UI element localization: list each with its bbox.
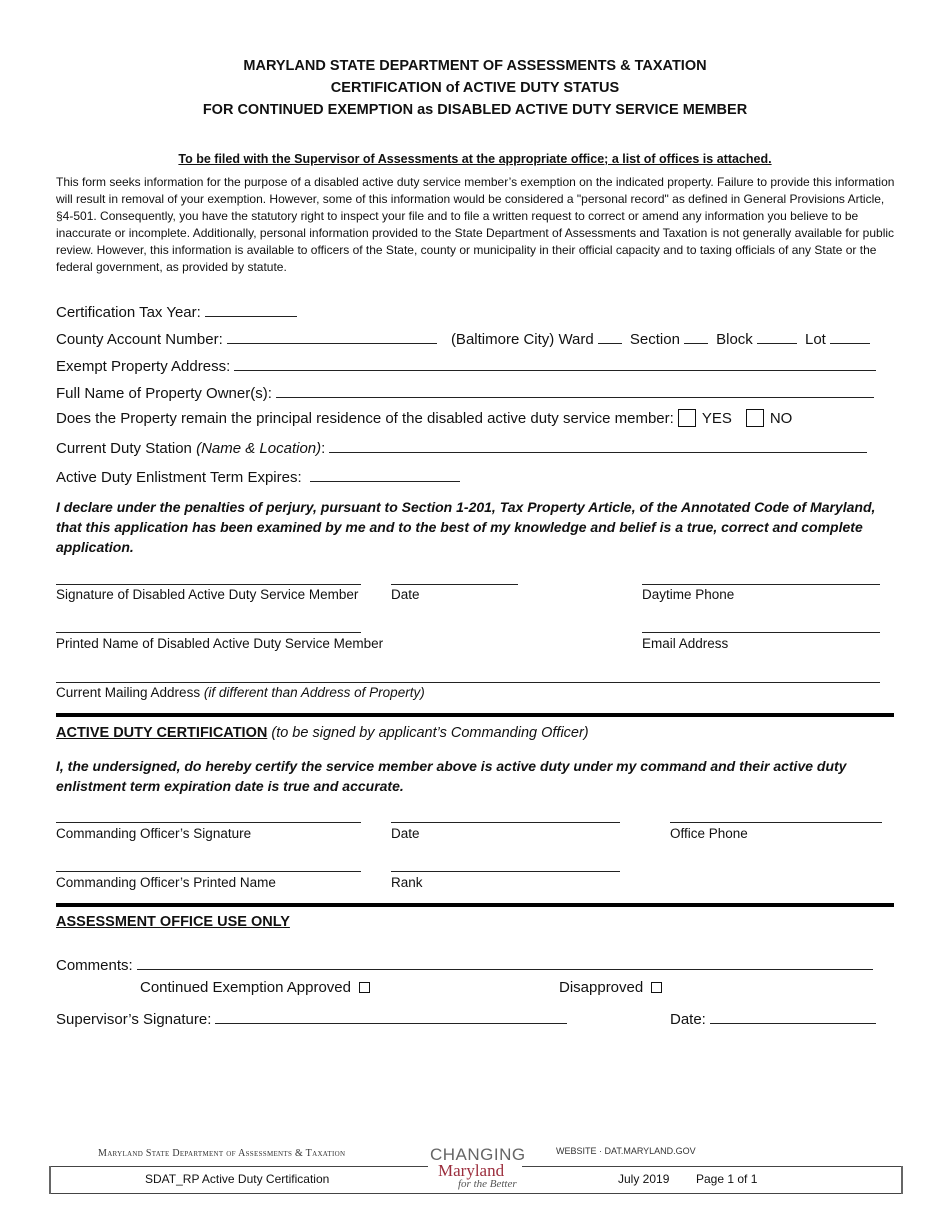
office-use-title: ASSESSMENT OFFICE USE ONLY bbox=[56, 914, 290, 930]
daytime-phone-line[interactable] bbox=[642, 584, 880, 585]
certification-title: ACTIVE DUTY CERTIFICATION bbox=[56, 725, 268, 741]
co-printed-line[interactable] bbox=[56, 871, 361, 872]
account-row bbox=[56, 328, 874, 348]
printed-name-line[interactable] bbox=[56, 632, 361, 633]
lot-label: Lot bbox=[804, 331, 826, 348]
yes-label: YES bbox=[701, 410, 732, 427]
co-signature-line[interactable] bbox=[56, 822, 361, 823]
mailing-address-line[interactable] bbox=[56, 682, 880, 683]
tax-year-label: Certification Tax Year: bbox=[56, 304, 201, 321]
lot-field[interactable] bbox=[830, 328, 870, 344]
email-line[interactable] bbox=[642, 632, 880, 633]
co-date-line[interactable] bbox=[391, 822, 620, 823]
footer-date: July 2019 bbox=[618, 1172, 670, 1186]
office-divider bbox=[56, 903, 894, 907]
form-subtitle: FOR CONTINUED EXEMPTION as DISABLED ACTIVE DUTY SERVICE MEMBER bbox=[202, 102, 748, 118]
footer-right-edge bbox=[901, 1166, 903, 1194]
yes-checkbox[interactable] bbox=[678, 409, 696, 427]
footer-website: WEBSITE · DAT.MARYLAND.GOV bbox=[556, 1146, 696, 1156]
no-checkbox[interactable] bbox=[746, 409, 764, 427]
approved-checkbox[interactable] bbox=[359, 982, 370, 993]
filing-note: To be filed with the Supervisor of Assessments at the appropriate office; a list of offices is attached. bbox=[178, 152, 772, 166]
footer-agency: Maryland State Department of Assessments & Taxation bbox=[98, 1148, 346, 1159]
exempt-address-row bbox=[56, 355, 880, 375]
member-signature-line[interactable] bbox=[56, 584, 361, 585]
section-field[interactable] bbox=[684, 328, 708, 344]
supervisor-field[interactable] bbox=[215, 1008, 567, 1024]
comments-row bbox=[56, 954, 877, 974]
form-title: CERTIFICATION of ACTIVE DUTY STATUS bbox=[330, 80, 620, 96]
perjury-declaration: I declare under the penalties of perjury, pursuant to Section 1-201, Tax Property Article, of the Annotated Code of Maryland, that this application has been examined by me and to the best of my knowledge and belief is a true, correct and complete application. bbox=[56, 499, 876, 555]
exempt-address-label: Exempt Property Address: bbox=[56, 358, 231, 375]
office-phone-label: Office Phone bbox=[670, 826, 748, 841]
comments-field[interactable] bbox=[137, 954, 873, 970]
office-use-heading bbox=[56, 914, 290, 930]
block-label: Block bbox=[716, 331, 753, 348]
rank-label: Rank bbox=[391, 875, 423, 890]
exempt-address-field[interactable] bbox=[234, 355, 876, 371]
tax-year-row bbox=[56, 301, 301, 321]
office-phone-line[interactable] bbox=[670, 822, 882, 823]
member-date-line[interactable] bbox=[391, 584, 518, 585]
logo-tagline: for the Better bbox=[458, 1178, 517, 1190]
co-date-label: Date bbox=[391, 826, 420, 841]
supervisor-date-label: Date: bbox=[670, 1011, 706, 1028]
changing-maryland-logo: CHANGING bbox=[430, 1145, 526, 1164]
duty-station-field[interactable] bbox=[329, 437, 867, 453]
disapproved-checkbox[interactable] bbox=[651, 982, 662, 993]
mailing-address-label bbox=[56, 685, 425, 700]
co-signature-label: Commanding Officer’s Signature bbox=[56, 826, 252, 841]
logo-maryland: Maryland bbox=[438, 1161, 505, 1180]
tax-year-field[interactable] bbox=[205, 301, 297, 317]
footer-page: Page 1 of 1 bbox=[696, 1172, 758, 1186]
county-account-field[interactable] bbox=[227, 328, 437, 344]
footer-form-name: SDAT_RP Active Duty Certification bbox=[145, 1172, 330, 1186]
certification-note: (to be signed by applicant’s Commanding Officer) bbox=[271, 725, 589, 741]
email-label: Email Address bbox=[642, 636, 729, 651]
approved-label: Continued Exemption Approved bbox=[140, 979, 351, 996]
footer-top-rule-right bbox=[522, 1166, 902, 1167]
enlistment-row bbox=[56, 466, 464, 486]
duty-station-row bbox=[56, 437, 871, 457]
member-date-label: Date bbox=[391, 587, 420, 602]
block-field[interactable] bbox=[757, 328, 797, 344]
county-account-label: County Account Number: bbox=[56, 331, 223, 348]
disapproved-label: Disapproved bbox=[559, 979, 644, 996]
ward-label: (Baltimore City) Ward bbox=[450, 331, 594, 348]
no-label: NO bbox=[769, 410, 793, 427]
privacy-notice: This form seeks information for the purpose of a disabled active duty service member’s exemption on the indicated property. Failure to provide this information will result in removal of your exemption. However, some of this information would be considered a "personal record" as defined in General Provisions Article, §4-501. Consequently, you have the statutory right to inspect your file and to file a written request to correct or amend any information you believe to be inaccurate or incomplete. Additionally, personal information provided to the State Department of Assessments and Taxation is not generally available for public review. However, this information is available to officers of the State, county or municipality in their official capacity and to taxing officials of any State or the federal government, as provided by statute. bbox=[56, 175, 895, 274]
printed-name-label: Printed Name of Disabled Active Duty Service Member bbox=[56, 636, 384, 651]
duty-station-colon: : bbox=[321, 440, 326, 457]
daytime-phone-label: Daytime Phone bbox=[642, 587, 735, 602]
agency-title: MARYLAND STATE DEPARTMENT OF ASSESSMENTS & TAXATION bbox=[243, 58, 707, 74]
section-divider bbox=[56, 713, 894, 717]
member-signature-label: Signature of Disabled Active Duty Service Member bbox=[56, 587, 359, 602]
section-label: Section bbox=[629, 331, 680, 348]
certification-statement: I, the undersigned, do hereby certify the service member above is active duty under my command and their active duty enlistment term expiration date is true and accurate. bbox=[56, 758, 847, 794]
residence-question: Does the Property remain the principal residence of the disabled active duty service member: bbox=[56, 410, 674, 427]
supervisor-date-row bbox=[670, 1008, 880, 1028]
residence-row bbox=[56, 409, 792, 427]
owner-name-row bbox=[56, 382, 878, 402]
owner-name-label: Full Name of Property Owner(s): bbox=[56, 385, 272, 402]
certification-heading bbox=[56, 725, 589, 741]
mailing-address-text: Current Mailing Address bbox=[56, 685, 201, 700]
duty-station-note: (Name & Location) bbox=[196, 440, 322, 457]
supervisor-row bbox=[56, 1008, 571, 1028]
supervisor-label: Supervisor’s Signature: bbox=[56, 1011, 212, 1028]
supervisor-date-field[interactable] bbox=[710, 1008, 876, 1024]
disapproved-row bbox=[559, 979, 662, 996]
comments-label: Comments: bbox=[56, 957, 133, 974]
footer-top-rule-left bbox=[50, 1166, 428, 1167]
duty-station-label: Current Duty Station bbox=[56, 440, 192, 457]
mailing-address-note: (if different than Address of Property) bbox=[203, 685, 425, 700]
ward-field[interactable] bbox=[598, 328, 622, 344]
footer-left-edge bbox=[49, 1166, 51, 1194]
footer-bottom-rule bbox=[50, 1193, 902, 1194]
enlistment-field[interactable] bbox=[310, 466, 460, 482]
approved-row bbox=[140, 979, 370, 996]
owner-name-field[interactable] bbox=[276, 382, 874, 398]
co-printed-label: Commanding Officer’s Printed Name bbox=[56, 875, 276, 890]
enlistment-label: Active Duty Enlistment Term Expires: bbox=[56, 469, 302, 486]
rank-line[interactable] bbox=[391, 871, 620, 872]
